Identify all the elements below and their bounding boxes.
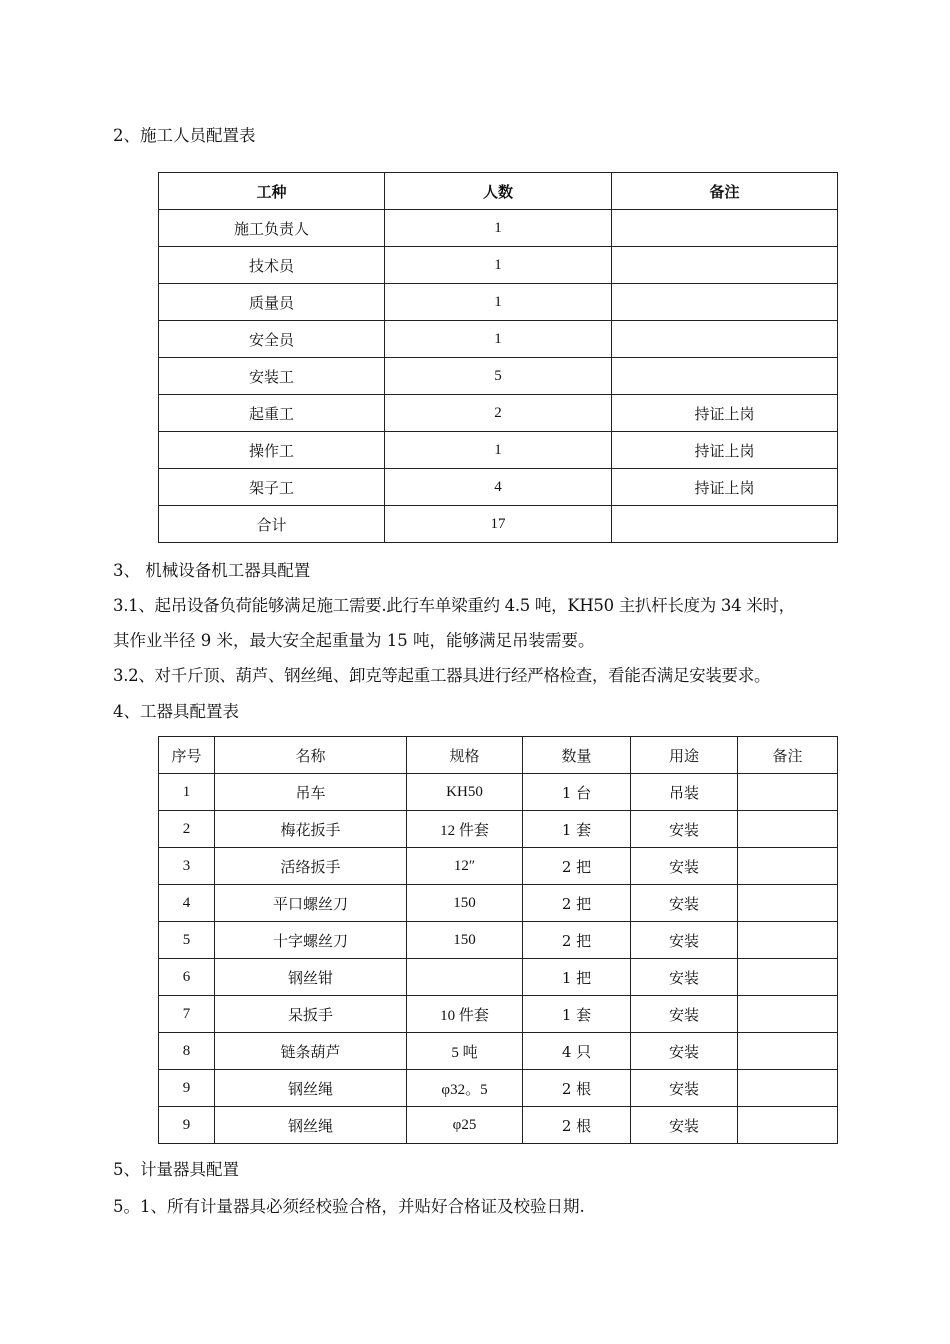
use-cell: 吊装 — [631, 774, 738, 811]
name-cell: 呆扳手 — [215, 996, 407, 1033]
table-row — [159, 395, 838, 432]
name-cell: 十字螺丝刀 — [215, 922, 407, 959]
qty-cell: 2 根 — [523, 1107, 631, 1144]
tool-header-use: 用途 — [631, 737, 738, 774]
remark-cell — [738, 885, 838, 922]
use-cell: 安装 — [631, 811, 738, 848]
remark-cell — [738, 1070, 838, 1107]
count-cell: 1 — [385, 321, 612, 358]
remark-cell: 持证上岗 — [612, 395, 838, 432]
name-cell: 吊车 — [215, 774, 407, 811]
trade-cell: 操作工 — [159, 432, 385, 469]
no-cell: 8 — [159, 1033, 215, 1070]
tool-header-name: 名称 — [215, 737, 407, 774]
name-cell: 活络扳手 — [215, 848, 407, 885]
count-cell: 17 — [385, 506, 612, 543]
table-row — [159, 358, 838, 395]
count-cell: 1 — [385, 210, 612, 247]
remark-cell — [738, 848, 838, 885]
table-row — [159, 959, 838, 996]
section-5-1: 5。1、所有计量器具必须经校验合格，并贴好合格证及校验日期. — [113, 1197, 585, 1216]
qty-cell: 4 只 — [523, 1033, 631, 1070]
remark-cell — [738, 996, 838, 1033]
staff-header-count: 人数 — [385, 173, 612, 210]
section-4-title: 4、工器具配置表 — [113, 702, 239, 721]
trade-cell: 起重工 — [159, 395, 385, 432]
section-3-1-line-2: 其作业半径 9 米，最大安全起重量为 15 吨，能够满足吊装需要。 — [113, 631, 595, 650]
table-row — [159, 1033, 838, 1070]
use-cell: 安装 — [631, 1033, 738, 1070]
trade-cell: 安全员 — [159, 321, 385, 358]
trade-cell: 施工负责人 — [159, 210, 385, 247]
spec-cell: 12″ — [407, 848, 523, 885]
count-cell: 4 — [385, 469, 612, 506]
table-row — [159, 321, 838, 358]
qty-cell: 1 套 — [523, 996, 631, 1033]
staff-table — [158, 172, 838, 543]
tool-table — [158, 736, 838, 1144]
tool-header-spec: 规格 — [407, 737, 523, 774]
trade-cell: 架子工 — [159, 469, 385, 506]
no-cell: 4 — [159, 885, 215, 922]
table-row — [159, 247, 838, 284]
section-3-title: 3、 机械设备机工器具配置 — [113, 561, 311, 580]
use-cell: 安装 — [631, 996, 738, 1033]
count-cell: 5 — [385, 358, 612, 395]
table-row — [159, 210, 838, 247]
spec-cell: φ25 — [407, 1107, 523, 1144]
trade-cell: 合计 — [159, 506, 385, 543]
name-cell: 链条葫芦 — [215, 1033, 407, 1070]
remark-cell — [738, 959, 838, 996]
section-3-2: 3.2、对千斤顶、葫芦、钢丝绳、卸克等起重工器具进行经严格检查，看能否满足安装要求。 — [113, 666, 771, 685]
count-cell: 1 — [385, 284, 612, 321]
remark-cell — [612, 210, 838, 247]
remark-cell — [738, 1107, 838, 1144]
remark-cell — [738, 811, 838, 848]
section-3-1-line-1: 3.1、起吊设备负荷能够满足施工需要.此行车单梁重约 4.5 吨，KH50 主扒杆长度为 34 米时， — [113, 596, 795, 615]
table-row — [159, 996, 838, 1033]
spec-cell: 150 — [407, 885, 523, 922]
count-cell: 1 — [385, 247, 612, 284]
qty-cell: 2 把 — [523, 885, 631, 922]
remark-cell — [738, 774, 838, 811]
name-cell: 平口螺丝刀 — [215, 885, 407, 922]
remark-cell — [612, 506, 838, 543]
qty-cell: 1 套 — [523, 811, 631, 848]
name-cell: 钢丝绳 — [215, 1070, 407, 1107]
use-cell: 安装 — [631, 848, 738, 885]
trade-cell: 安装工 — [159, 358, 385, 395]
use-cell: 安装 — [631, 1107, 738, 1144]
table-row — [159, 506, 838, 543]
qty-cell: 2 根 — [523, 1070, 631, 1107]
table-row — [159, 848, 838, 885]
use-cell: 安装 — [631, 885, 738, 922]
staff-header-trade: 工种 — [159, 173, 385, 210]
staff-header-remark: 备注 — [612, 173, 838, 210]
spec-cell: φ32。5 — [407, 1070, 523, 1107]
qty-cell: 1 台 — [523, 774, 631, 811]
table-row — [159, 284, 838, 321]
spec-cell: 5 吨 — [407, 1033, 523, 1070]
spec-cell: 150 — [407, 922, 523, 959]
spec-cell: 12 件套 — [407, 811, 523, 848]
remark-cell — [612, 284, 838, 321]
use-cell: 安装 — [631, 922, 738, 959]
section-5-title: 5、计量器具配置 — [113, 1160, 239, 1179]
no-cell: 5 — [159, 922, 215, 959]
section-2-title: 2、施工人员配置表 — [113, 126, 256, 145]
table-row — [159, 1107, 838, 1144]
no-cell: 2 — [159, 811, 215, 848]
no-cell: 6 — [159, 959, 215, 996]
spec-cell: KH50 — [407, 774, 523, 811]
table-row — [159, 922, 838, 959]
no-cell: 7 — [159, 996, 215, 1033]
remark-cell — [738, 922, 838, 959]
remark-cell — [612, 321, 838, 358]
qty-cell: 2 把 — [523, 848, 631, 885]
no-cell: 9 — [159, 1070, 215, 1107]
table-row — [159, 811, 838, 848]
remark-cell — [612, 358, 838, 395]
table-row — [159, 469, 838, 506]
count-cell: 1 — [385, 432, 612, 469]
remark-cell: 持证上岗 — [612, 469, 838, 506]
trade-cell: 质量员 — [159, 284, 385, 321]
qty-cell: 2 把 — [523, 922, 631, 959]
table-row — [159, 1070, 838, 1107]
tool-table-header-row — [159, 737, 838, 774]
remark-cell — [612, 247, 838, 284]
use-cell: 安装 — [631, 1070, 738, 1107]
spec-cell — [407, 959, 523, 996]
qty-cell: 1 把 — [523, 959, 631, 996]
tool-header-remark: 备注 — [738, 737, 838, 774]
no-cell: 3 — [159, 848, 215, 885]
no-cell: 9 — [159, 1107, 215, 1144]
name-cell: 梅花扳手 — [215, 811, 407, 848]
use-cell: 安装 — [631, 959, 738, 996]
table-row — [159, 432, 838, 469]
tool-header-no: 序号 — [159, 737, 215, 774]
table-row — [159, 774, 838, 811]
trade-cell: 技术员 — [159, 247, 385, 284]
staff-table-header-row — [159, 173, 838, 210]
name-cell: 钢丝钳 — [215, 959, 407, 996]
remark-cell — [738, 1033, 838, 1070]
tool-header-qty: 数量 — [523, 737, 631, 774]
remark-cell: 持证上岗 — [612, 432, 838, 469]
spec-cell: 10 件套 — [407, 996, 523, 1033]
name-cell: 钢丝绳 — [215, 1107, 407, 1144]
table-row — [159, 885, 838, 922]
count-cell: 2 — [385, 395, 612, 432]
no-cell: 1 — [159, 774, 215, 811]
